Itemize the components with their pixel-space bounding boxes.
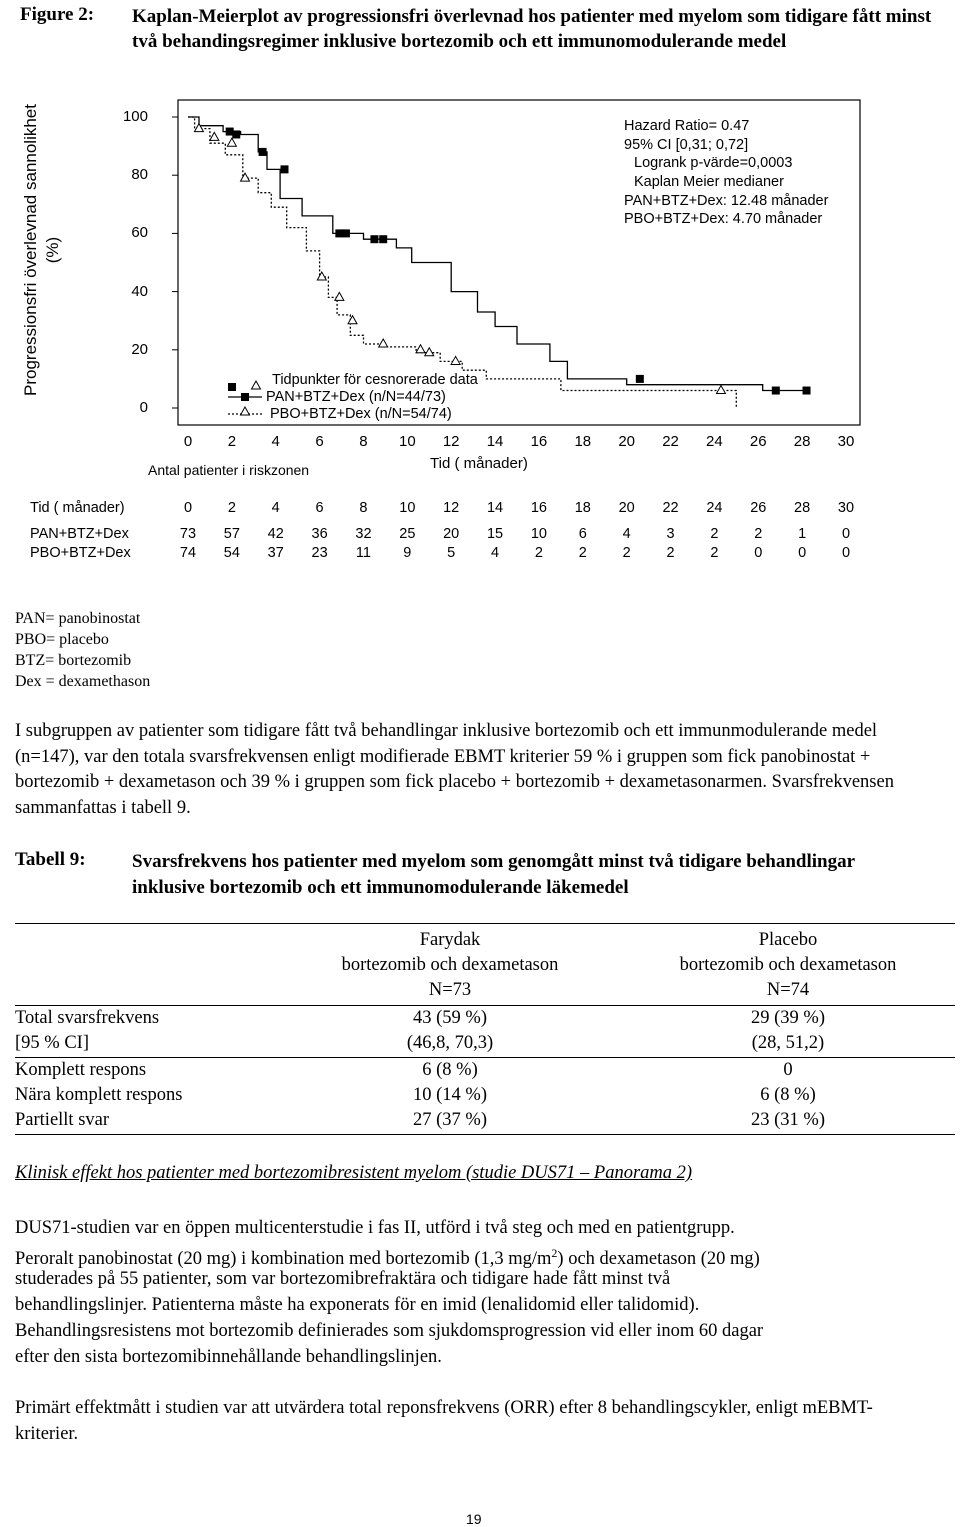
stat-pbo-median: PBO+BTZ+Dex: 4.70 månader — [624, 211, 823, 227]
risk-cell-pbo: 4 — [491, 545, 500, 561]
risk-cell-pan: 2 — [710, 526, 719, 542]
page-number: 19 — [466, 1511, 482, 1527]
y-axis-label-line2: (%) — [43, 236, 62, 264]
y-axis-label-line1: Progressionsfri överlevnad sannolikhet — [21, 104, 40, 396]
table-cell: (46,8, 70,3) — [406, 1033, 494, 1053]
pan-censor-marker — [803, 387, 811, 395]
stat-ci: 95% CI [0,31; 0,72] — [624, 137, 749, 153]
stat-logrank: Logrank p-värde=0,0003 — [634, 155, 793, 171]
risk-cell-pbo: 9 — [403, 545, 412, 561]
legend-censored-label: Tidpunkter för cesnorerade data — [272, 372, 478, 388]
table-row-label: Nära komplett respons — [15, 1085, 183, 1105]
legend-pbo-label: PBO+BTZ+Dex (n/N=54/74) — [270, 406, 452, 422]
x-tick-label: 0 — [183, 433, 193, 450]
table-cell: 6 (8 %) — [422, 1060, 478, 1080]
paragraph-subgroup: I subgruppen av patienter som tidigare fått två behandlingar inklusive bortezomib och ett immunmodulerande medel (n=147), var den totala svarsfrekvensen enligt modifierade EBMT kriterier 59 % i gruppen som fick panobinostat + bortezomib + dexametason och 39 % i gruppen som fick placebo + bortezomib + dexametasonarmen. Svarsfrekvensen sammanfattas i tabell 9. — [15, 721, 894, 818]
risk-cell-pbo: 0 — [754, 545, 763, 561]
y-tick-label: 60 — [131, 224, 148, 242]
p2-line: studerades på 55 patienter, som var bortezomibrefraktära och tidigare hade fått minst två — [15, 1269, 671, 1289]
risk-cell-pbo: 11 — [355, 545, 371, 561]
risk-cell-pbo: 0 — [798, 545, 807, 561]
p2-line: behandlingslinjer. Patienterna måste ha exponerats för en imid (lenalidomid eller talidomid). — [15, 1295, 700, 1315]
abbr-dex: Dex = dexamethason — [15, 673, 151, 690]
risk-cell-times: 30 — [837, 500, 855, 516]
y-tick-label: 40 — [131, 282, 148, 300]
risk-cell-times: 14 — [486, 500, 504, 516]
pan-censor-marker — [281, 165, 289, 173]
pbo-censor-marker — [210, 132, 219, 140]
x-tick-label: 28 — [793, 433, 811, 450]
pbo-censor-marker — [451, 356, 460, 364]
col1-header-line2: bortezomib och dexametason — [341, 955, 559, 975]
abbr-btz: BTZ= bortezomib — [15, 652, 132, 669]
risk-cell-pan: 1 — [798, 526, 807, 542]
x-tick-label: 18 — [574, 433, 592, 450]
pbo-censor-marker — [716, 386, 725, 394]
y-tick-label: 100 — [122, 108, 148, 125]
p2-line: efter den sista bortezomibinnehållande behandlingslinjen. — [15, 1347, 442, 1367]
pbo-censor-marker — [348, 316, 357, 324]
legend-pan-label: PAN+BTZ+Dex (n/N=44/73) — [266, 389, 446, 405]
risk-cell-pan: 36 — [311, 526, 328, 542]
figure-title: Kaplan-Meierplot av progressionsfri överlevnad hos patienter med myelom som tidigare fått minst två behandingsregimer inklusive bortezomib och ett immunomodulerande medel — [132, 6, 932, 52]
risk-cell-pbo: 2 — [710, 545, 719, 561]
risk-cell-times: 20 — [618, 500, 635, 516]
col2-header-line1: Placebo — [758, 930, 818, 950]
legend-censor-triangle-icon — [252, 381, 261, 389]
risk-cell-pbo: 2 — [622, 545, 631, 561]
risk-cell-pan: 3 — [666, 526, 675, 542]
table-row-label: Total svarsfrekvens — [15, 1008, 160, 1028]
abbr-pbo: PBO= placebo — [15, 631, 109, 648]
table-cell: 0 — [783, 1060, 793, 1080]
x-tick-label: 22 — [662, 433, 679, 450]
pbo-censor-marker — [335, 292, 344, 300]
col2-header-line2: bortezomib och dexametason — [679, 955, 897, 975]
pbo-censor-marker — [227, 138, 236, 146]
risk-cell-pan: 73 — [179, 526, 197, 542]
pbo-censor-marker — [425, 348, 434, 356]
col2-header-line3: N=74 — [766, 980, 810, 1000]
risk-cell-times: 24 — [706, 500, 723, 516]
pbo-censor-marker — [379, 339, 388, 347]
risk-cell-pan: 42 — [267, 526, 284, 542]
pbo-censor-marker — [317, 272, 326, 280]
table-cell: 27 (37 %) — [413, 1110, 487, 1130]
p2-line: Behandlingsresistens mot bortezomib definierades som sjukdomsprogression vid eller inom 60 dagar — [15, 1321, 764, 1341]
table-row-label: Partiellt svar — [15, 1110, 110, 1130]
stat-hazard-ratio: Hazard Ratio= 0.47 — [624, 118, 750, 134]
risk-cell-times: 0 — [183, 500, 193, 516]
risk-cell-times: 26 — [750, 500, 767, 516]
pbo-censor-marker — [416, 345, 425, 353]
y-tick-label: 80 — [131, 166, 148, 184]
risk-table-title: Antal patienter i riskzonen — [148, 462, 310, 478]
risk-cell-pan: 6 — [578, 526, 587, 542]
pan-censor-marker — [259, 148, 267, 156]
legend-censor-square-icon — [228, 383, 236, 391]
stat-pan-median: PAN+BTZ+Dex: 12.48 månader — [624, 193, 829, 209]
pan-censor-marker — [370, 235, 378, 243]
x-tick-label: 10 — [398, 433, 416, 450]
risk-cell-pan: 57 — [223, 526, 240, 542]
table-cell: 23 (31 %) — [751, 1110, 825, 1130]
risk-cell-pbo: 2 — [578, 545, 587, 561]
x-tick-label: 16 — [530, 433, 548, 450]
risk-cell-pan: 2 — [754, 526, 763, 542]
pan-censor-marker — [636, 375, 644, 383]
figure-label: Figure 2: — [20, 4, 95, 25]
risk-cell-times: 18 — [574, 500, 591, 516]
risk-cell-pbo: 0 — [841, 545, 851, 561]
pan-censor-marker — [772, 387, 780, 395]
risk-cell-times: 10 — [399, 500, 416, 516]
x-tick-label: 2 — [227, 433, 237, 450]
table-cell: 6 (8 %) — [760, 1085, 816, 1105]
table-title: Svarsfrekvens hos patienter med myelom som genomgått minst två tidigare behandlingar inklusive bortezomib och ett immunomodulerande läkemedel — [132, 851, 855, 898]
table-cell: (28, 51,2) — [751, 1033, 825, 1053]
table-label: Tabell 9: — [15, 849, 86, 870]
table-bottom-rule — [15, 1134, 955, 1135]
risk-cell-pbo: 54 — [223, 545, 240, 561]
pbo-censor-marker — [194, 124, 203, 132]
x-tick-label: 12 — [442, 433, 460, 450]
risk-cell-pan: 32 — [355, 526, 372, 542]
risk-cell-pbo: 2 — [534, 545, 543, 561]
risk-cell-pbo: 74 — [179, 545, 197, 561]
risk-cell-pan: 25 — [399, 526, 416, 542]
legend-pan-square-icon — [241, 393, 249, 401]
x-tick-label: 4 — [271, 433, 280, 450]
col1-header-line3: N=73 — [428, 980, 472, 1000]
risk-cell-pbo: 23 — [311, 545, 328, 561]
risk-cell-pan: 15 — [486, 526, 504, 542]
x-tick-label: 8 — [359, 433, 368, 450]
x-tick-label: 30 — [837, 433, 855, 450]
pan-censor-marker — [232, 130, 240, 138]
risk-cell-times: 12 — [443, 500, 460, 516]
risk-cell-times: 28 — [794, 500, 811, 516]
risk-cell-pan: 10 — [530, 526, 547, 542]
y-tick-label: 0 — [139, 399, 148, 416]
risk-cell-pbo: 5 — [447, 545, 456, 561]
risk-cell-pbo: 37 — [267, 545, 284, 561]
pan-censor-marker — [342, 229, 350, 237]
table-row-label: [95 % CI] — [15, 1033, 89, 1053]
table-cell: 29 (39 %) — [751, 1008, 825, 1028]
risk-cell-pan: 20 — [443, 526, 460, 542]
risk-cell-times: 8 — [359, 500, 368, 516]
stat-km-heading: Kaplan Meier medianer — [634, 174, 784, 190]
risk-cell-times: 2 — [227, 500, 236, 516]
col1-header-line1: Farydak — [419, 930, 481, 950]
abbr-pan: PAN= panobinostat — [15, 610, 141, 627]
pbo-censor-marker — [241, 173, 250, 181]
y-tick-label: 20 — [131, 340, 148, 358]
risk-cell-times: 22 — [662, 500, 679, 516]
risk-row-label-pbo: PBO+BTZ+Dex — [30, 545, 131, 561]
risk-row-label-time: Tid ( månader) — [30, 500, 125, 516]
legend-pbo-triangle-icon — [241, 407, 250, 415]
table-top-rule — [15, 923, 955, 924]
x-tick-label: 26 — [749, 433, 767, 450]
risk-cell-pan: 4 — [622, 526, 631, 542]
risk-cell-times: 6 — [315, 500, 324, 516]
paragraph-endpoint: Primärt effektmått i studien var att utvärdera total reponsfrekvens (ORR) efter 8 behandlingscykler, enligt mEBMT-kriterier. — [15, 1398, 873, 1444]
x-tick-label: 14 — [486, 433, 504, 450]
risk-cell-times: 4 — [271, 500, 280, 516]
risk-row-label-pan: PAN+BTZ+Dex — [30, 526, 129, 542]
p2-line: DUS71-studien var en öppen multicenterstudie i fas II, utförd i två steg och med en patientgrupp. — [15, 1218, 735, 1238]
table-cell: 43 (59 %) — [413, 1008, 487, 1028]
x-tick-label: 20 — [618, 433, 635, 450]
table-cell: 10 (14 %) — [413, 1085, 487, 1105]
x-tick-label: 24 — [706, 433, 723, 450]
section-heading: Klinisk effekt hos patienter med bortezomibresistent myelom (studie DUS71 – Panorama 2) — [15, 1163, 693, 1183]
risk-cell-times: 16 — [530, 500, 547, 516]
risk-cell-pbo: 2 — [666, 545, 675, 561]
risk-cell-pan: 0 — [841, 526, 851, 542]
km-plot — [0, 0, 960, 500]
table-row-label: Komplett respons — [15, 1060, 147, 1080]
x-tick-label: 6 — [315, 433, 324, 450]
p2-line: Peroralt panobinostat (20 mg) i kombination med bortezomib (1,3 $mg/m^2$) och dexametason (20 mg) — [15, 1246, 760, 1270]
pan-censor-marker — [379, 235, 387, 243]
x-axis-label: Tid ( månader) — [430, 455, 528, 472]
